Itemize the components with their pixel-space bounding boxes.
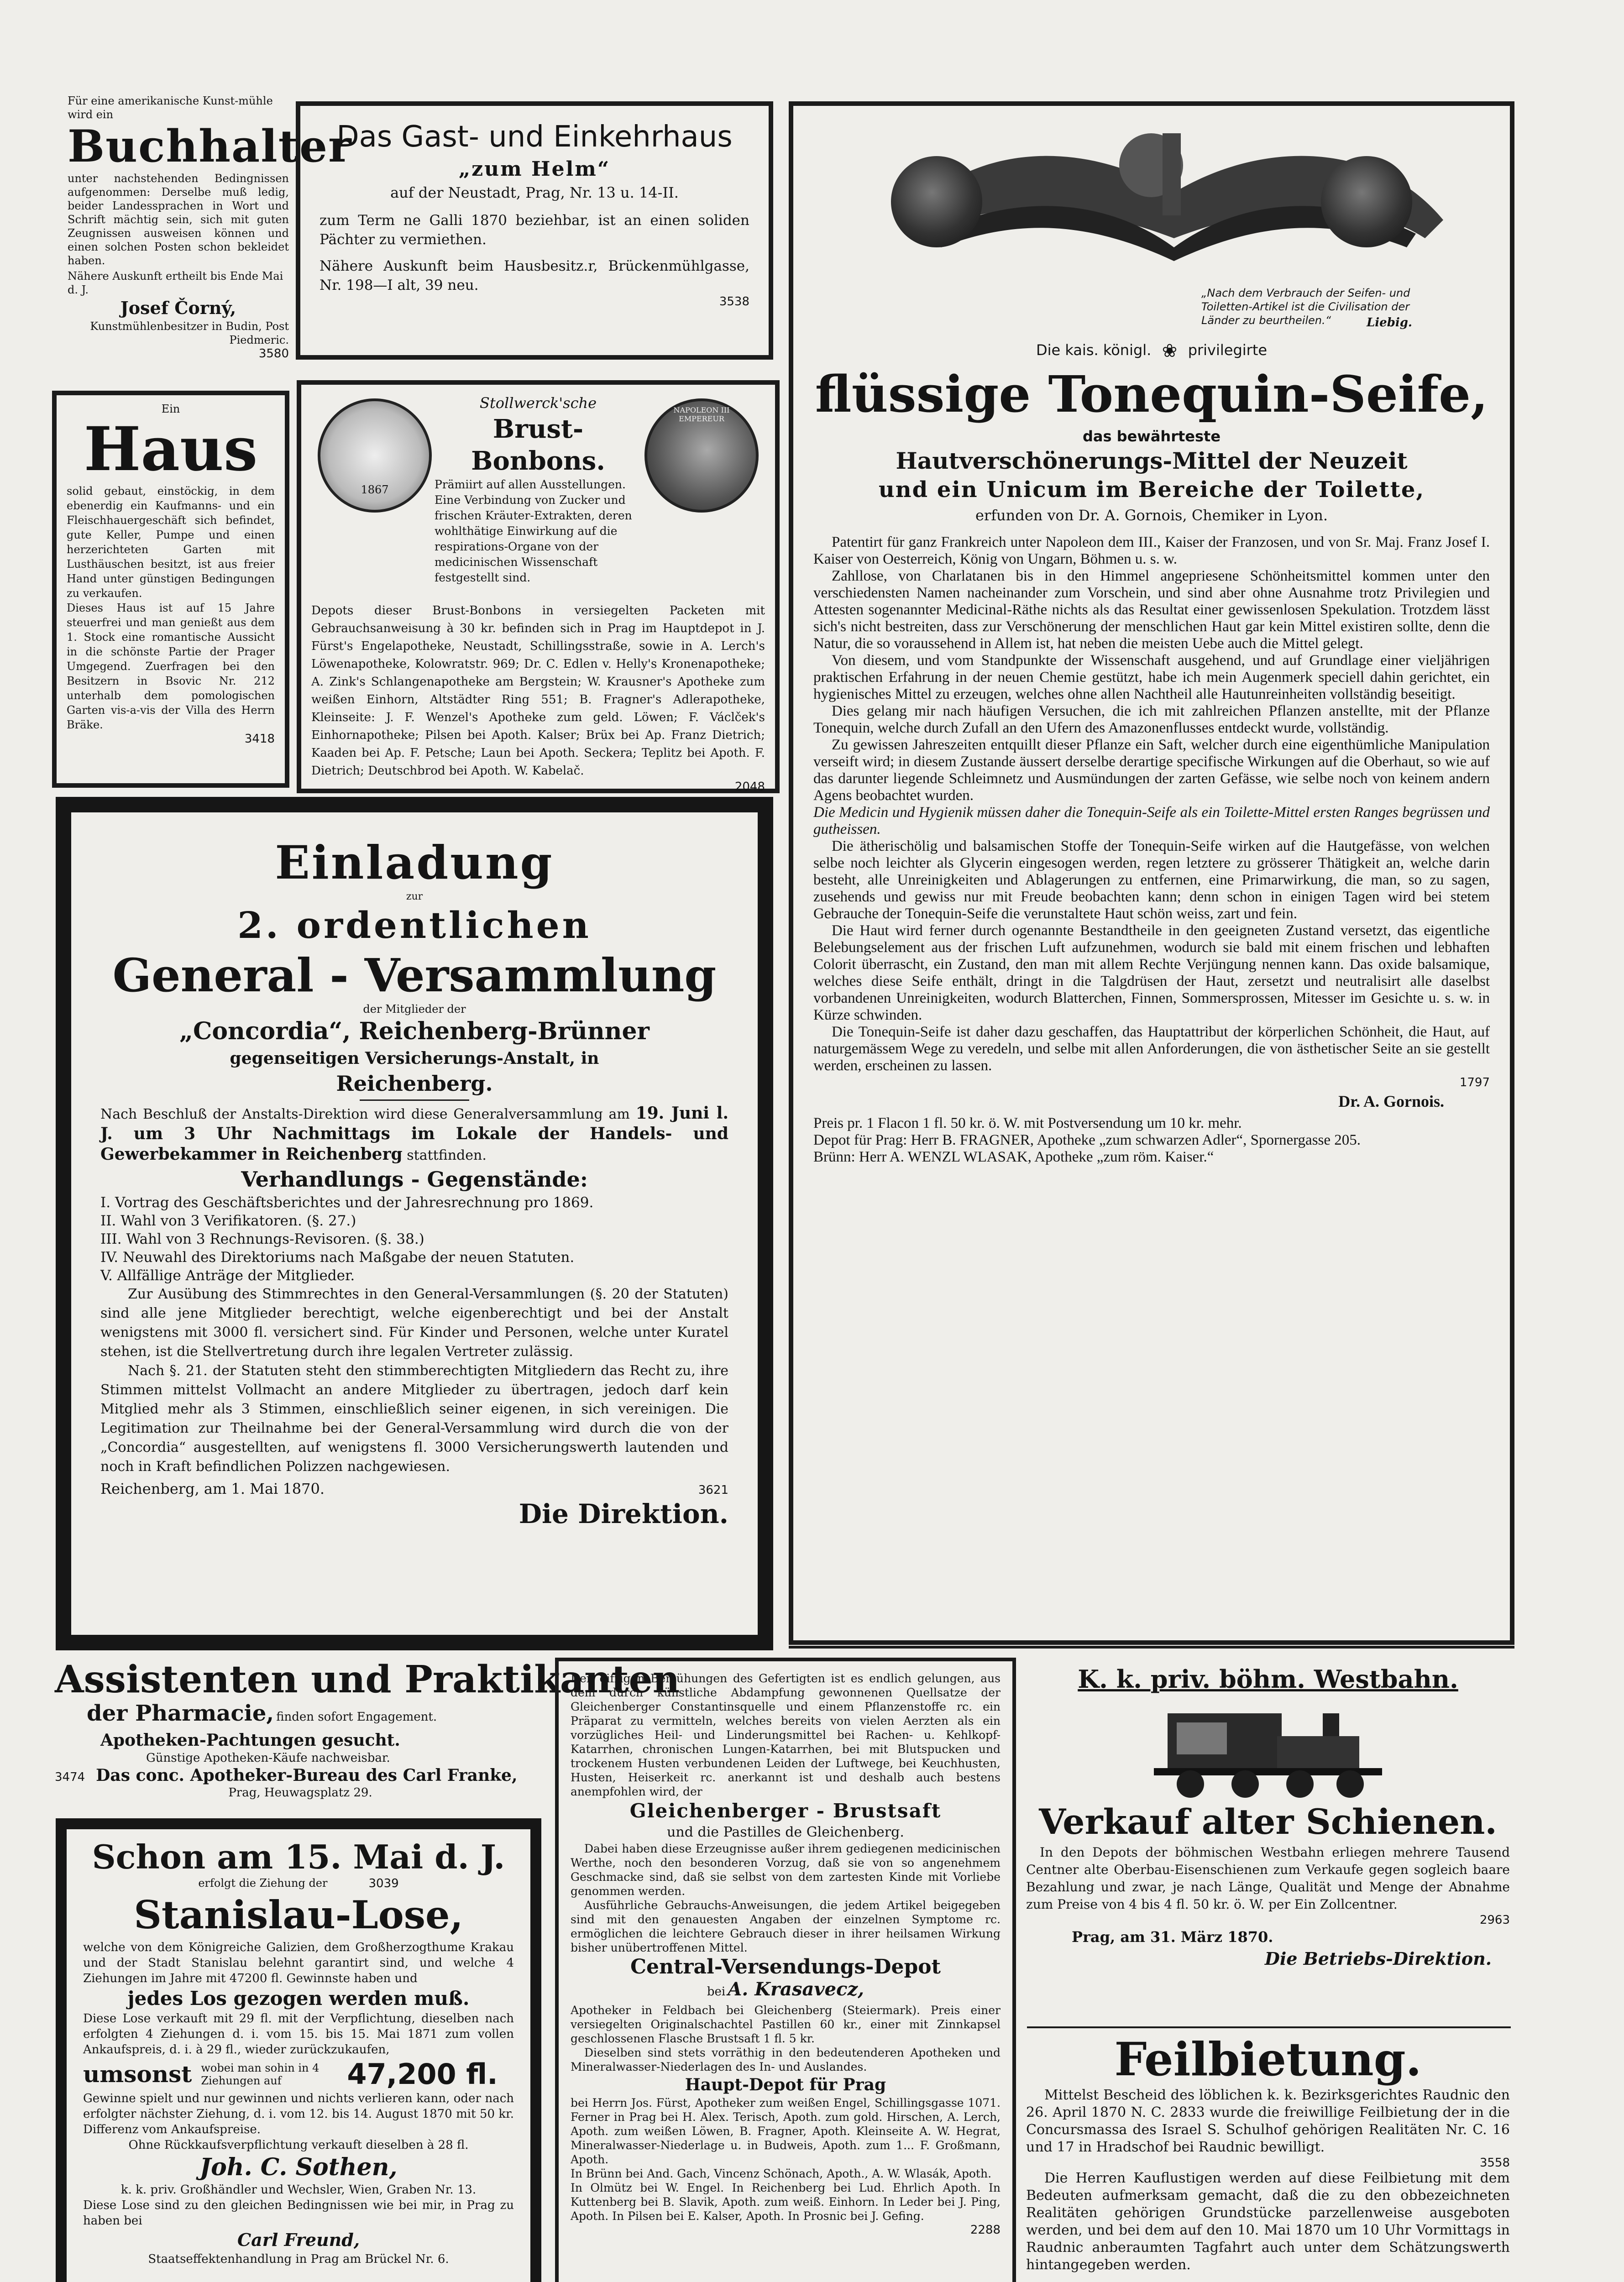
lose-body4: Ohne Rückkaufsverpflichtung verkauft dieselben à 28 fl. bbox=[128, 2138, 469, 2152]
gleichenberg-body3: Ausführliche Gebrauchs-Anweisungen, die jedem Artikel beigegeben sind mit den genauesten Angaben der einzelnen Symptome rc. ermöglichen die leichtere Gebrauch dieser in ihrer heilsamen Wirkung bisher unübertroffenen Mittel. bbox=[571, 1899, 1001, 1954]
tonequin-sub1: das bewährteste bbox=[1082, 428, 1221, 445]
lose-agent: Carl Freund, bbox=[237, 2230, 360, 2250]
tonequin-p6: Die ätherischölig und balsamischen Stoffe der Tonequin-Seife wirken auf die Hautgefässe, von welchen selbe noch leichter als Glycerin eingesogen werden, regen letztere zu grösserer Thätigkeit an, welche darin besteht, alle Unreinigkeiten und Ablagerungen zu entfernen, eine Primarwirkung, die man, so zu sagen, zusehends und gewiss nur mit Freude beobachten kann; denn schon in einigen Tagen wird bei stetem Gebrauche der Tonequin-Seife die verunstaltete Haut schön weiss, zart und fein. bbox=[813, 838, 1490, 922]
assistenten-line2: Apotheken-Pachtungen gesucht. bbox=[100, 1731, 400, 1750]
tonequin-p5: Zu gewissen Jahreszeiten entquillt dieser Pflanze ein Saft, welcher durch eine eigenthümliche Manipulation verseift wird; in diesem Zustande äussert derselbe derartige specifische Wirkungen auf die Oberhaut, so wie auf das darunter liegende Schleimnetz und Ausmündungen der zarten Gefässe, wie selbe noch von keinem andern Agens beobachtet wurden. bbox=[813, 737, 1490, 804]
tonequin-num: 1797 bbox=[1459, 1076, 1490, 1089]
napoleon-medal-image bbox=[644, 398, 759, 513]
agenda-item: I. Vortrag des Geschäftsberichtes und der Jahresrechnung pro 1869. bbox=[100, 1194, 594, 1211]
gasthaus-name: „zum Helm“ bbox=[458, 157, 611, 181]
agenda-item: IV. Neuwahl des Direktoriums nach Maßgabe der neuen Statuten. bbox=[100, 1249, 575, 1266]
tonequin-price: Preis pr. 1 Flacon 1 fl. 50 kr. ö. W. mit Postversendung um 10 kr. mehr. bbox=[813, 1115, 1242, 1131]
buchhalter-addr: Kunstmühlenbesitzer in Budin, Post Piedmeric. bbox=[90, 320, 289, 346]
assistenten-line1b: finden sofort Engagement. bbox=[276, 1710, 437, 1724]
gleichenberg-title: Gleichenberger - Brustsaft bbox=[629, 1800, 942, 1822]
bonbons-body: Depots dieser Brust-Bonbons in versiegelten Packeten mit Gebrauchsanweisung à 30 kr. befinden sich in Prag im Hauptdepot in J. Fürst's Engelapotheke, Neustadt, Schillingsstraße, sowie in A. Lerch's Löwenapotheke, Kolowratstr. 969; Dr. C. Edlen v. Helly's Kronenapotheke; A. Zink's Schlangenapotheke am Bergstein; W. Krausner's Apotheke zum weißen Einhorn, Altstädter Ring 551; B. Fragner's Adlerapotheke, Kleinseite: J. F. Wenzel's Apotheke zum geld. Löwen; F. Václček's Einhornapotheke; Pilsen bei Apoth. Kalser; Brüx bei Ap. Franz Dietrich; Kaaden bei Ap. F. Petsche; Laun bei Apoth. Seckera; Teplitz bei Apoth. F. Dietrich; Deutschbrod bei Apoth. W. Kabelač. bbox=[311, 604, 765, 778]
gleichenberg-body4: Apotheker in Feldbach bei Gleichenberg (Steiermark). Preis einer versiegelten Originalschachtel Pastillen 60 kr., einer mit Zinnkapsel geschlossenen Flasche Brustsaft 1 fl. 5 kr. bbox=[571, 2004, 1001, 2045]
einladung-intro-c: stattfinden. bbox=[407, 1147, 487, 1163]
buchhalter-num: 3580 bbox=[258, 347, 289, 361]
einladung-agenda-title: Verhandlungs - Gegenstände: bbox=[241, 1167, 588, 1192]
feilbietung-title: Feilbietung. bbox=[1114, 2032, 1422, 2086]
gleichenberg-body1: Den eifrigen Bemühungen des Gefertigten ist es endlich gelungen, aus dem durch künstliche Abdampfung gewonnenen Quellsatze der Gleichenberger Constantinsquelle und einem Pflanzenstoffe rc. ein Präparat zu vermitteln, welches bereits von vielen Aerzten als ein vorzügliches Heil- und Linderungsmittel bei Rachen- u. Kehlkopf- Katarrhen, chronischen Lungen-Katarrhen, bei mit Blutspucken und trockenem Husten verbundenen Leiden der Luftwege, bei Keuchhusten, Husten, Heiserkeit rc. anerkannt ist und deshalb auch bestens anempfohlen wird, der bbox=[571, 1672, 1001, 1798]
tonequin-privileged-b: privilegirte bbox=[1188, 341, 1268, 359]
lose-firm-addr: k. k. priv. Großhändler und Wechsler, Wien, Graben Nr. 13. bbox=[120, 2183, 477, 2197]
westbahn-date: Prag, am 31. März 1870. bbox=[1072, 1928, 1273, 1946]
assistenten-num: 3474 bbox=[55, 1770, 85, 1784]
lose-umsonst: umsonst bbox=[83, 2061, 192, 2088]
tonequin-sub3: und ein Unicum im Bereiche der Toilette, bbox=[878, 477, 1425, 502]
gasthaus-note: Nähere Auskunft beim Hausbesitz.r, Brückenmühlgasse, Nr. 198—I alt, 39 neu. bbox=[320, 258, 749, 293]
medal-year: 1867 bbox=[361, 483, 389, 496]
lose-ad bbox=[56, 1818, 541, 2282]
gasthaus-num: 3538 bbox=[719, 295, 749, 309]
gasthaus-body: zum Term ne Galli 1870 beziehbar, ist an einen soliden Pächter zu vermiethen. bbox=[320, 212, 749, 248]
haus-lead: Ein bbox=[161, 403, 180, 415]
tonequin-p1: Patentirt für ganz Frankreich unter Napoleon dem III., Kaiser der Franzosen, und von Sr. Maj. Franz Josef I. Kaiser von Oesterreich, König von Ungarn, Böhmen u. s. w. bbox=[813, 534, 1490, 567]
tonequin-sub2: Hautverschönerungs-Mittel der Neuzeit bbox=[896, 447, 1408, 474]
lose-title: Schon am 15. Mai d. J. bbox=[92, 1837, 505, 1876]
einladung-num: 3621 bbox=[698, 1483, 728, 1497]
einladung-kind: gegenseitigen Versicherungs-Anstalt, in bbox=[230, 1049, 599, 1068]
tonequin-outer-border-bottom bbox=[789, 1646, 1514, 1649]
gleichenberg-ad bbox=[555, 1658, 1016, 2282]
tonequin-p7: Die Haut wird ferner durch ogenannte Bestandtheile in den geeigneten Zustand versetzt, das eigentliche Belebungselement aus der frischen Luft aufzunehmen, wodurch sie bald mit einem frischen und lebhaften Colorit überrascht, ein Zustand, den man mit allem Rechte Verjüngung nennen kann. Das oxide balsamique, welches diese Seife enthält, dringt in die Talgdrüsen der Haut, zersetzt und neutralisirt alle daselbst vorbandenen Unreinigkeiten, wodurch Blatterchen, Finnen, Sommersprossen, Mitesser im Gesichte u. s. w. in Kürze schwinden. bbox=[813, 922, 1490, 1023]
einladung-ordinal: 2. ordentlichen bbox=[237, 904, 592, 947]
exhibition-medal-image bbox=[318, 398, 432, 513]
einladung-subject: General - Versammlung bbox=[112, 948, 717, 1002]
feilbietung-body1: Mittelst Bescheid des löblichen k. k. Bezirksgerichtes Raudnic den 26. April 1870 N. C. 2833 wurde die freiwillige Feilbietung der in die Concursmassa des Israel S. Schulhof gehörigen Realitäten Nr. C. 16 und 17 in Hradschof bei Raudnic bewilligt. bbox=[1026, 2087, 1510, 2155]
bonbons-ad bbox=[297, 380, 780, 793]
tonequin-title: flüssige Tonequin-Seife, bbox=[815, 365, 1488, 424]
einladung-ad bbox=[56, 797, 773, 1650]
tonequin-privileged-a: Die kais. königl. bbox=[1036, 341, 1152, 359]
westbahn-body: In den Depots der böhmischen Westbahn erliegen mehrere Tausend Centner alte Oberbau-Eisenschienen zum Verkaufe gegen sogleich baare Bezahlung und zwar, je nach Länge, Qualität und Menge der Abnahme zum Preise von 4 bis 4 fl. 50 kr. ö. W. per Ein Zollcentner. bbox=[1026, 1845, 1510, 1912]
gasthaus-title: Das Gast- und Einkehrhaus bbox=[336, 120, 733, 154]
agenda-item: III. Wahl von 3 Rechnungs-Revisoren. (§. 38.) bbox=[100, 1231, 424, 1247]
tonequin-p4: Dies gelang mir nach häufigen Versuchen, die ich mit zahlreichen Pflanzen anstellte, mit der Pflanze Tonequin, welche durch Zufall an den Ufern des Amazonenflusses entdeckt wurde, vollständig. bbox=[813, 703, 1490, 736]
westbahn-sign: Die Betriebs-Direktion. bbox=[1264, 1948, 1492, 1969]
westbahn-num: 2963 bbox=[1479, 1913, 1510, 1927]
agenda-item: II. Wahl von 3 Verifikatoren. (§. 27.) bbox=[100, 1213, 356, 1229]
tonequin-p5-italic: Die Medicin und Hygienik müssen daher die Tonequin-Seife als ein Toilette-Mittel ersten Ranges begrüssen und gutheissen. bbox=[813, 804, 1490, 837]
tonequin-bruenn: Brünn: Herr A. WENZL WLASAK, Apotheke „zum röm. Kaiser.“ bbox=[813, 1149, 1214, 1165]
locomotive-image bbox=[1149, 1700, 1387, 1800]
lose-body2: Diese Lose verkauft mit 29 fl. mit der Verpflichtung, dieselben nach erfolgten 4 Ziehungen d. i. vom 15. bis 15. Mai 1871 zum vollen Ankaufspreis, d. i. à 29 fl., wieder zurückzukaufen, bbox=[83, 2012, 514, 2057]
lose-bold1: jedes Los gezogen werden muß. bbox=[127, 1987, 470, 2010]
gleichenberg-body6: bei Herrn Jos. Fürst, Apotheker zum weißen Engel, Schillingsgasse 1071. Ferner in Prag bei H. Alex. Terisch, Apoth. zum gold. Hirschen, A. Lerch, Apoth. zum weißen Löwen, B. Fragner, Apoth. Kleinseite A. W. Hegrat, Mineralwasser-Niederlage u. in Budweis, Apoth. zum 1... F. Großmann, Apoth. bbox=[571, 2096, 1001, 2166]
assistenten-ad bbox=[55, 1658, 680, 1813]
lose-firm: Joh. C. Sothen, bbox=[199, 2153, 398, 2181]
assistenten-line3: Günstige Apotheken-Käufe nachweisbar. bbox=[146, 1751, 390, 1765]
portrait-right-image bbox=[1321, 156, 1412, 247]
assistenten-title: Assistenten und Praktikanten bbox=[55, 1658, 680, 1701]
tonequin-sign: Dr. A. Gornois. bbox=[1338, 1092, 1444, 1110]
eagle-emblem-icon: ❀ bbox=[1162, 340, 1178, 361]
gleichenberg-num: 2288 bbox=[970, 2223, 1001, 2237]
agenda-item: V. Allfällige Anträge der Mitglieder. bbox=[100, 1267, 355, 1284]
buchhalter-lead: Für eine amerikanische Kunst-mühle wird ein bbox=[68, 94, 273, 121]
einladung-intro-b: 19. Juni l. J. um 3 Uhr Nachmittags im Lokale der Handels- und Gewerbekammer in Reichenberg bbox=[100, 1104, 728, 1164]
feilbietung-num: 3558 bbox=[1479, 2156, 1510, 2170]
tonequin-depot: Depot für Prag: Herr B. FRAGNER, Apotheke „zum schwarzen Adler“, Spornergasse 205. bbox=[813, 1132, 1361, 1148]
einladung-para2: Nach §. 21. der Statuten steht den stimmberechtigten Mitgliedern das Recht zu, ihre Stimmen mittelst Vollmacht an andere Mitglieder zu übertragen, jedoch darf kein Mitglied mehr als 3 Stimmen, einschließlich seiner eigenen, in sich vereinigen. Die Legitimation zur Theilnahme bei der General-Versammlung wird durch die von der „Concordia“ ausgestellten, auf wenigstens fl. 3000 Versicherungswerth lautenden und noch in Kraft befindlichen Polizzen nachgewiesen. bbox=[100, 1363, 728, 1475]
gleichenberg-body8: In Olmütz bei W. Engel. In Reichenberg bei Lud. Ehrlich Apoth. In Kuttenberg bei B. Slavik, Apoth. zum weiß. Einhorn. In Leder bei J. Ping, Apoth. In Pilsen bei E. Kalser, Apoth. In Prosnic bei J. Gefing. bbox=[571, 2181, 1001, 2223]
assistenten-line4: Das conc. Apotheker-Bureau des Carl Franke, bbox=[96, 1766, 518, 1785]
lose-body3: Gewinne spielt und nur gewinnen und nichts verlieren kann, oder nach erfolgter nächster Ziehung, d. i. vom 12. bis 14. August 1870 mit 50 kr. Differenz vom Ankaufspreise. bbox=[83, 2092, 514, 2136]
buchhalter-ad bbox=[68, 94, 352, 382]
lose-num-top: 3039 bbox=[368, 1877, 399, 1890]
einladung-city: Reichenberg. bbox=[336, 1071, 493, 1096]
gleichenberg-sub: und die Pastilles de Gleichenberg. bbox=[667, 1824, 904, 1840]
einladung-title: Einladung bbox=[275, 836, 554, 890]
lose-sub: erfolgt die Ziehung der bbox=[198, 1877, 328, 1889]
gleichenberg-body5: Dieselben sind stets vorräthig in den bedeutenderen Apotheken und Mineralwasser-Niederlagen des In- und Auslandes. bbox=[571, 2046, 1001, 2073]
portrait-left-image bbox=[891, 156, 982, 247]
bonbons-maker: Stollwerck'sche bbox=[479, 394, 597, 412]
einladung-company: „Concordia“, Reichenberg-Brünner bbox=[179, 1017, 650, 1045]
westbahn-sale: Verkauf alter Schienen. bbox=[1039, 1801, 1497, 1842]
einladung-para1: Zur Ausübung des Stimmrechtes in den General-Versammlungen (§. 20 der Statuten) sind alle jene Mitglieder berechtigt, welche eigenberechtigt und bei der Anstalt wenigstens mit 3000 fl. versichert sind. Für Kinder und Personen, welche unter Kuratel stehen, ist die Stellvertretung durch ihre legalen Vertreter zulässig. bbox=[100, 1286, 728, 1360]
einladung-date: Reichenberg, am 1. Mai 1870. bbox=[100, 1480, 325, 1497]
lose-amount: 47,200 fl. bbox=[347, 2057, 498, 2091]
gleichenberg-name: A. Krasavecz, bbox=[728, 1978, 864, 2000]
gleichenberg-haupt: Haupt-Depot für Prag bbox=[685, 2075, 886, 2094]
lose-body1: welche von dem Königreiche Galizien, dem Großherzogthume Krakau und der Stadt Stanislau belehnt garantirt sind, und welche 4 Ziehungen im Jahre mit 47200 fl. Gewinnste haben und bbox=[83, 1941, 514, 1985]
einladung-zur: zur bbox=[406, 891, 423, 902]
lose-agent-addr: Staatseffektenhandlung in Prag am Brückel Nr. 6. bbox=[148, 2252, 449, 2266]
gasthaus-ad bbox=[296, 101, 773, 360]
tonequin-p2: Zahllose, von Charlatanen bis in den Himmel angepriesene Schönheitsmittel kommen unter den verschiedensten Namen nacheinander zum Vorschein, und sind aber ohne Ausnahme trotz Privilegien und Attesten sogenannter Medicinal-Räthe nichts als das Resultat einer gewissenlosen Spekulation. Trotzdem lässt sich's nicht bestreiten, dass zur Verschönerung der menschlichen Haut gar kein Mittel existiren sollte, denn die Natur, die so voraussehend in Allem ist, hat neben die meisten Uebe auch die Mittel gelegt. bbox=[813, 568, 1490, 652]
haus-ad bbox=[52, 391, 289, 788]
einladung-intro-a: Nach Beschluß der Anstalts-Direktion wird diese Generalversammlung am bbox=[100, 1106, 630, 1122]
gleichenberg-body2: Dabei haben diese Erzeugnisse außer ihrem gediegenen medicinischen Werthe, noch den besonderen Vorzug, daß sie von so angenehmem Geschmacke sind, daß sie selbst von dem zartesten Kinde mit Vorliebe genommen werden. bbox=[571, 1842, 1001, 1898]
assistenten-line5: Prag, Heuwagsplatz 29. bbox=[228, 1786, 372, 1800]
medal-text: NAPOLEON III EMPEREUR bbox=[673, 406, 730, 423]
feilbietung-ad bbox=[1026, 2032, 1510, 2282]
gleichenberg-central: Central-Versendungs-Depot bbox=[630, 1955, 941, 1978]
buchhalter-body: unter nachstehenden Bedingnissen aufgenommen: Derselbe muß ledig, beider Landessprachen in Wort und Schrift mächtig sein, sich mit guten Zeugnissen ausweisen können und einen solchen Posten schon bekleidet haben. bbox=[68, 172, 289, 267]
feilbietung-body2: Die Herren Kauflustigen werden auf diese Feilbietung mit dem Bedeuten aufmerksam gemacht, daß die zu den obbezeichneten Realitäten gehörigen Grundstücke parzellenweise ausgeboten werden, und bei dem auf den 10. Mai 1870 um 10 Uhr Vormittags in Raudnic anberaumten Tagfahrt auch unter dem Schätzungswerth hintangegeben werden. bbox=[1026, 2170, 1510, 2273]
assistenten-line1: der Pharmacie, bbox=[87, 1701, 274, 1726]
gleichenberg-bei: bei bbox=[707, 1985, 726, 1999]
buchhalter-title: Buchhalter bbox=[68, 120, 352, 172]
tonequin-illustration bbox=[854, 124, 1449, 339]
lose-umsonst-a: wobei man sohin in 4 Ziehungen auf bbox=[201, 2061, 320, 2087]
tonequin-p3: Von diesem, und vom Standpunkte der Wissenschaft ausgehend, und auf Grundlage einer vieljährigen praktischen Erfahrung in der neuen Chemie gestützt, habe ich mein Augenmerk speciell dahin gerichtet, ein hygienisches Mittel zu erzeugen, welches ohne allen Nachtheil alle Hautunreinheiten vollständig beseitigt. bbox=[813, 652, 1490, 702]
bonbons-title: Brust-Bonbons. bbox=[471, 414, 605, 476]
einladung-sign: Die Direktion. bbox=[519, 1498, 728, 1529]
einladung-agenda bbox=[100, 1193, 728, 1285]
lose-name: Stanislau-Lose, bbox=[134, 1892, 463, 1937]
haus-body2: Dieses Haus ist auf 15 Jahre steuerfrei und man genießt aus dem 1. Stock eine romantische Aussicht in die schönste Partie der Prager Umgegend. Zuerfragen bei den Besitzern in Bsovic Nr. 212 unterhalb dem pomologischen Garten vis-a-vis der Villa des Herrn Bräke. bbox=[67, 602, 275, 731]
bonbons-num: 2048 bbox=[734, 780, 765, 794]
tonequin-inventor: erfunden von Dr. A. Gornois, Chemiker in Lyon. bbox=[975, 507, 1328, 524]
gleichenberg-body7: In Brünn bei And. Gach, Vincenz Schönach, Apoth., A. W. Wlasák, Apoth. bbox=[571, 2167, 992, 2180]
tonequin-quote: „Nach dem Verbrauch der Seifen- und Toiletten-Artikel ist die Civilisation der Länder zu beurtheilen.“ bbox=[1201, 287, 1410, 327]
buchhalter-note: Nähere Auskunft ertheilt bis Ende Mai d. J. bbox=[68, 270, 283, 296]
buchhalter-name: Josef Čorný, bbox=[120, 298, 236, 318]
tonequin-ad bbox=[789, 101, 1514, 1645]
section-divider bbox=[1027, 2026, 1511, 2028]
tonequin-quote-by: Liebig. bbox=[1367, 316, 1412, 330]
einladung-divider bbox=[360, 1099, 469, 1101]
haus-title: Haus bbox=[84, 414, 258, 485]
westbahn-ad bbox=[1026, 1663, 1510, 2024]
westbahn-title: K. k. priv. böhm. Westbahn. bbox=[1078, 1664, 1458, 1694]
tonequin-p8: Die Tonequin-Seife ist daher dazu geschaffen, das Hauptattribut der körperlichen Schönheit, die Haut, auf naturgemässem Wege zu veredeln, und selbe mit allen Anforderungen, die von ästhetischer Seite an sie gestellt werden, erscheinen zu lassen. bbox=[813, 1024, 1490, 1074]
gasthaus-addr: auf der Neustadt, Prag, Nr. 13 u. 14-II. bbox=[390, 184, 679, 201]
haus-body1: solid gebaut, einstöckig, in dem ebenerdig ein Kaufmanns- und ein Fleischhauergeschäft sich befindet, gute Keller, Pumpe und einen herzerichteten Garten mit Lusthäuschen besitzt, ist aus freier Hand unter günstigen Bedingungen zu verkaufen. bbox=[67, 485, 275, 600]
bonbons-intro: Prämiirt auf allen Ausstellungen. Eine Verbindung von Zucker und frischen Kräuter-Extrakten, deren wohlthätige Einwirkung auf die respirations-Organe von der medicinischen Wissenschaft festgestellt sind. bbox=[435, 478, 632, 584]
einladung-members: der Mitglieder der bbox=[363, 1003, 466, 1015]
haus-num: 3418 bbox=[244, 732, 275, 746]
lose-body5: Diese Lose sind zu den gleichen Bedingnissen wie bei mir, in Prag zu haben bei bbox=[83, 2198, 514, 2228]
